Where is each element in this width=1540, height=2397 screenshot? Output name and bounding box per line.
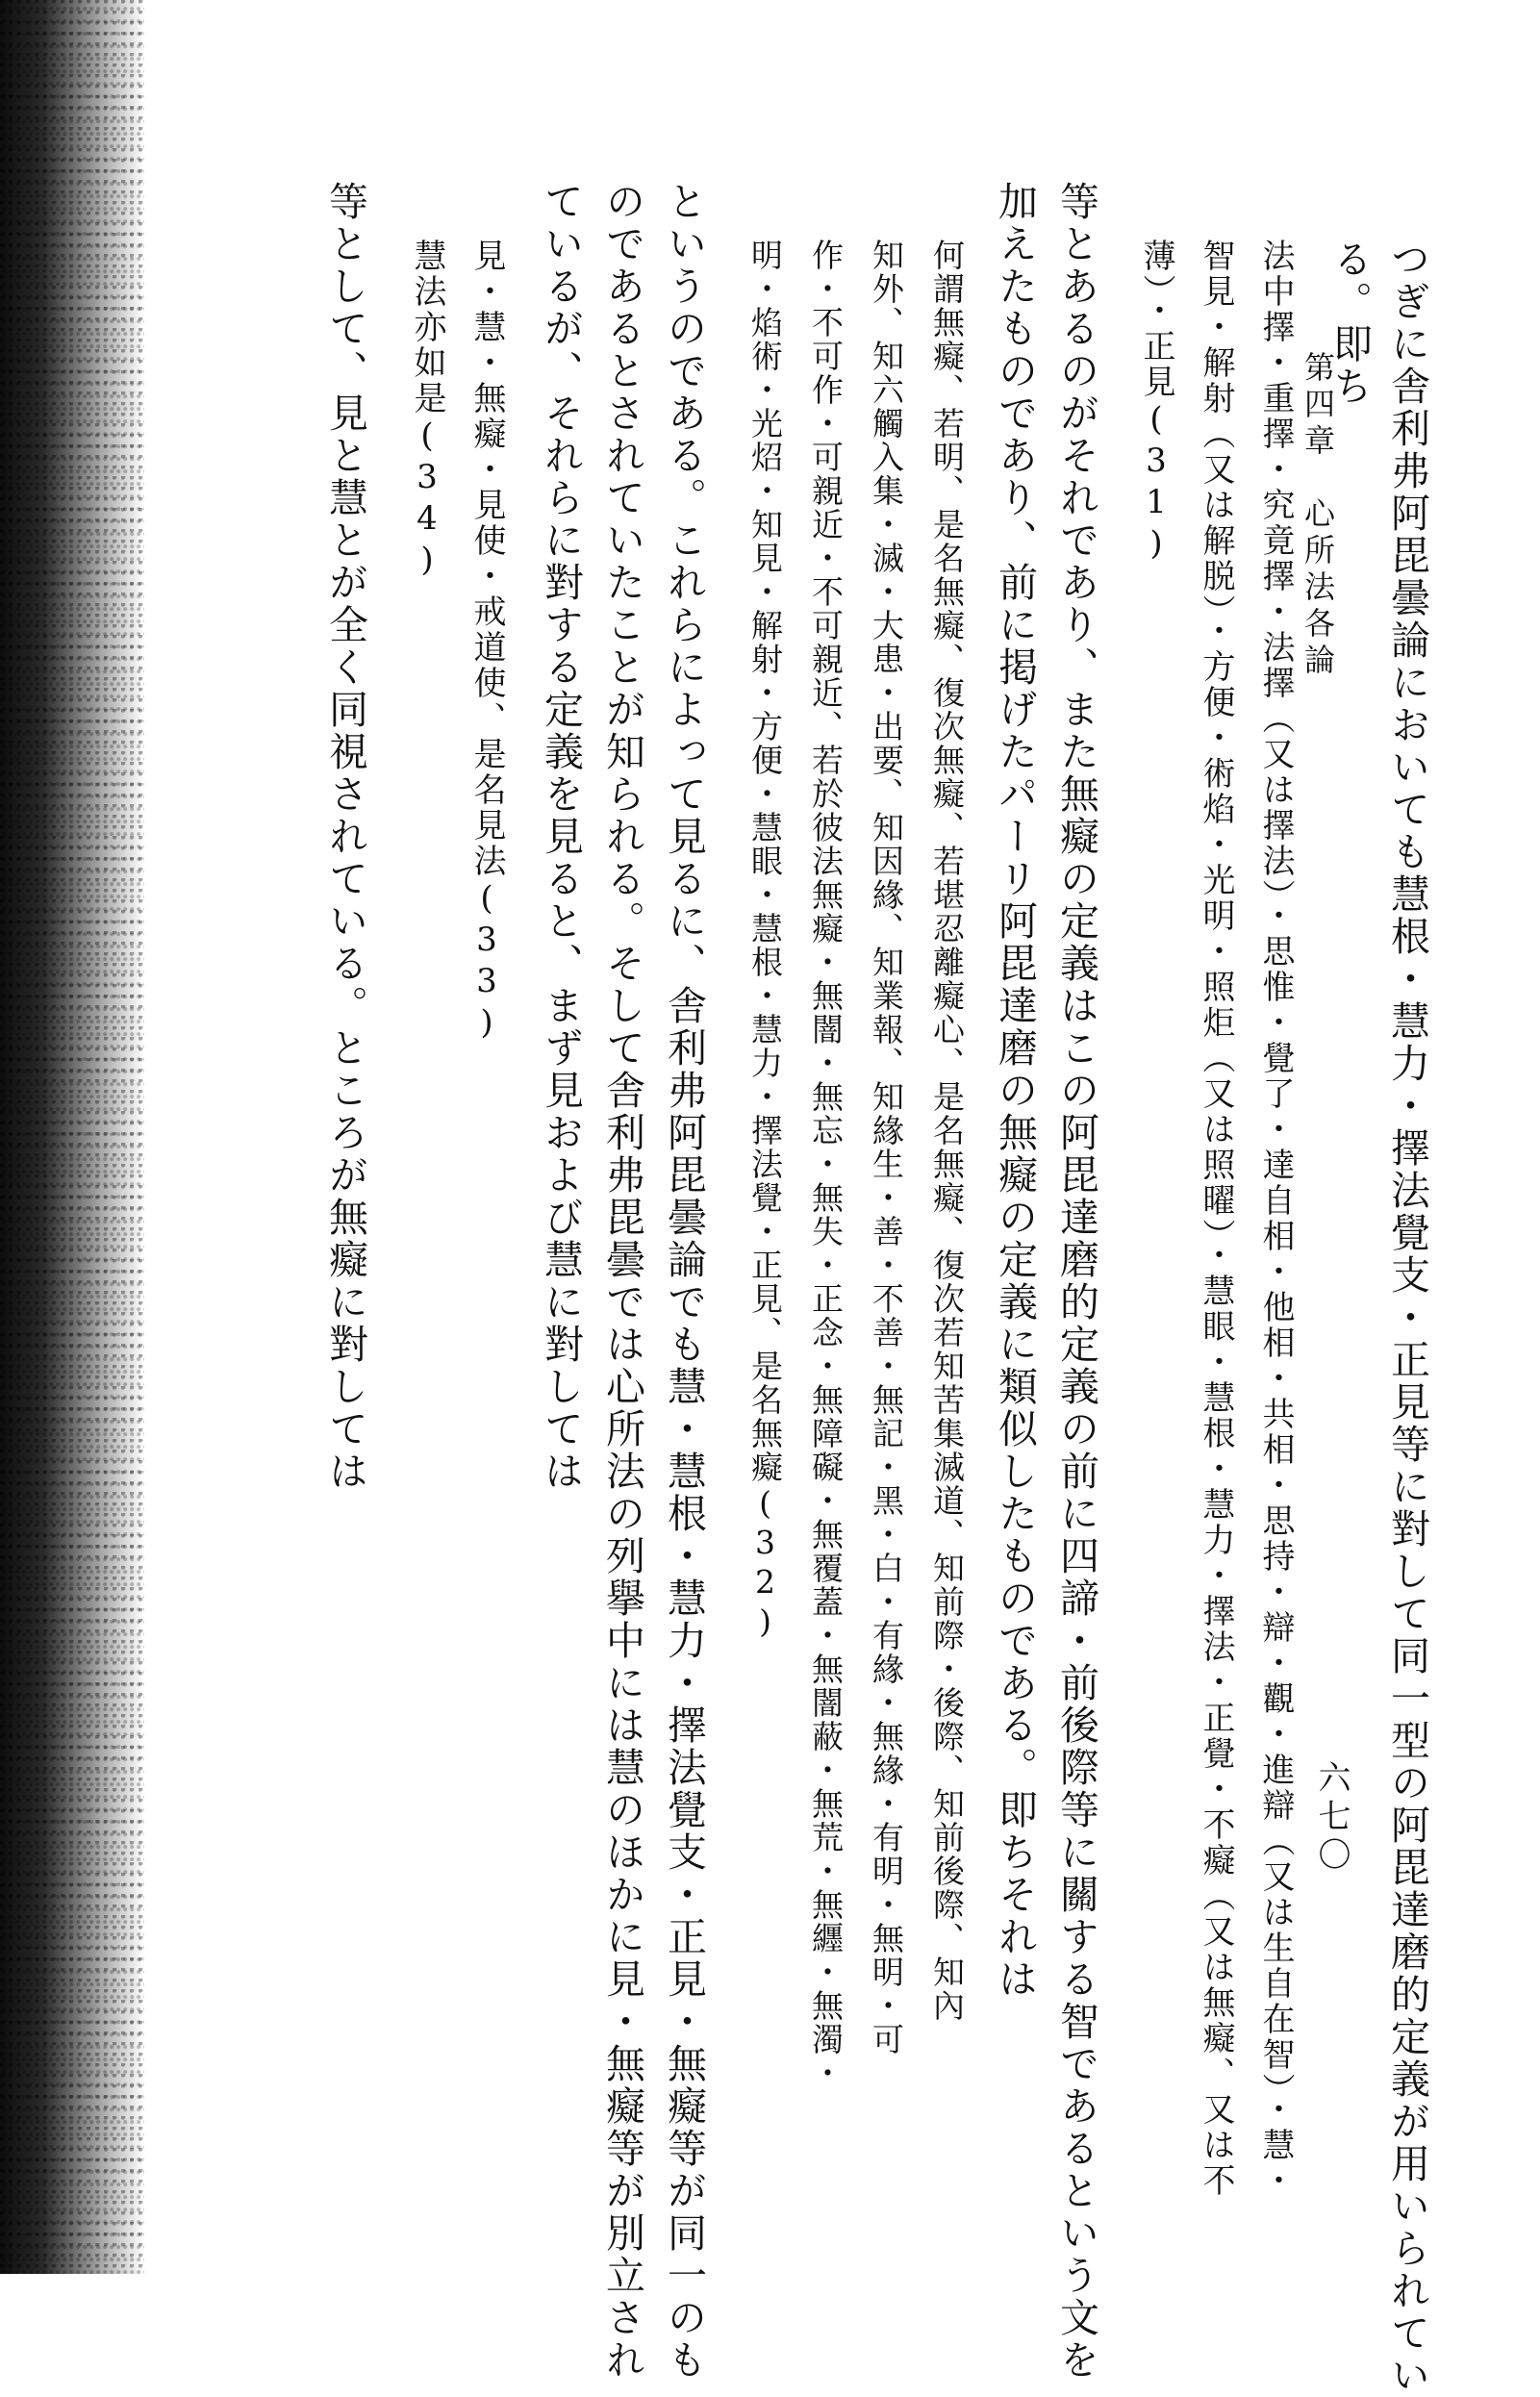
text-column: 加えたものであり、前に掲げたパーリ阿毘達磨の無癡の定義に類似したものである。即ちそれは xyxy=(992,181,1038,2001)
quote-column: 慧法亦如是(34) xyxy=(408,239,446,582)
quote-column: 何謂無癡、若明、是名無癡、復次無癡、若堪忍離癡心、是名無癡、復次若知苦集滅道、知前際・後際、知前後際、知內 xyxy=(928,239,966,2023)
quote-column: 智見・解射（又は解脱）・方便・術焰・光明・照炬（又は照曜）・慧眼・慧根・慧力・擇法・正覺・不癡（又は無癡、又は不 xyxy=(1197,239,1235,2199)
quote-column: 法中擇・重擇・究竟擇・法擇（又は擇法）・思惟・覺了・達自相・他相・共相・思持・辯・觀・進辯（又は生自在智）・慧・ xyxy=(1256,239,1295,2199)
quote-column: 薄）・正見(31) xyxy=(1137,239,1175,566)
quote-column: 作・不可作・可親近・不可親近、若於彼法無癡・無闇・無忘・無失・正念・無障礙・無覆蓋・無闇蔽・無荒・無纒・無濁・ xyxy=(807,239,845,2090)
page-number: 六七〇 xyxy=(1312,1760,1351,1876)
text-column: 等とあるのがそれであり、また無癡の定義はこの阿毘達磨的定義の前に四諦・前後際等に關する智であるという文を xyxy=(1053,181,1099,2382)
text-column: ているが、それらに對する定義を見ると、まず見および慧に對しては xyxy=(538,181,584,1493)
scan-shadow-edge xyxy=(0,0,144,2274)
text-column: のであるとされていたことが知られる。そして舎利弗毘曇では心所法の列擧中には慧のほかに見・無癡等が別立され xyxy=(599,181,645,2382)
text-column: 等として、見と慧とが全く同視されている。ところが無癡に對しては xyxy=(322,181,368,1493)
text-column: つぎに舎利弗阿毘曇論においても慧根・慧力・擇法覺支・正見等に對して同一型の阿毘達磨的定義が用いられてい xyxy=(1384,239,1430,2397)
chapter-header: 第四章 心所法各論 xyxy=(1300,351,1336,680)
quote-column: 明・焰術・光炤・知見・解射・方便・慧眼・慧根・慧力・擇法覺・正見、是名無癡(32) xyxy=(746,239,784,1642)
quote-column: 知外、知六觸入集・滅・大患・出要、知因緣、知業報、知緣生・善・不善・無記・黑・白・有緣・無緣・有明・無明・可 xyxy=(868,239,905,2056)
text-column: る。即ち xyxy=(1326,239,1373,408)
text-column: というのである。これらによって見るに、舎利弗阿毘曇論でも慧・慧根・慧力・擇法覺支・正見・無癡等が同一のも xyxy=(661,181,707,2382)
quote-column: 見・慧・無癡・見使・戒道使、是名見法(33) xyxy=(467,239,506,1045)
